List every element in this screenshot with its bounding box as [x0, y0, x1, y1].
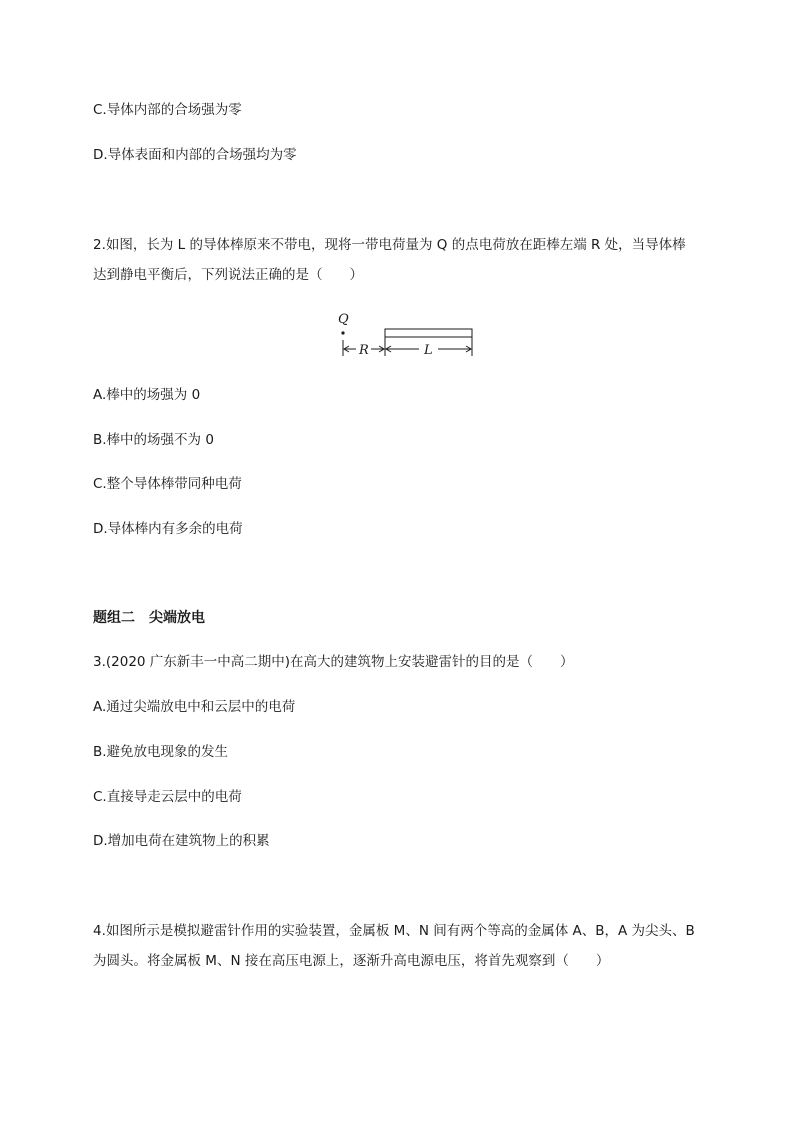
distance-label: R — [359, 343, 369, 358]
question-2-option-a: A.棒中的场强为 0 — [93, 387, 201, 403]
question-3-option-d: D.增加电荷在建筑物上的积累 — [93, 833, 270, 849]
question-3-option-c: C.直接导走云层中的电荷 — [93, 789, 242, 805]
question-1-option-c: C.导体内部的合场强为零 — [93, 102, 242, 118]
question-2-option-d: D.导体棒内有多余的电荷 — [93, 521, 243, 537]
question-3-stem: 3.(2020 广东新丰一中高二期中)在高大的建筑物上安装避雷针的目的是（ ） — [93, 654, 574, 670]
question-4-stem-line-2: 为圆头。将金属板 M、N 接在高压电源上，逐渐升高电源电压，将首先观察到（ ） — [93, 953, 610, 969]
question-2-option-b: B.棒中的场强不为 0 — [93, 432, 214, 448]
charge-label: Q — [338, 312, 349, 327]
question-3-option-b: B.避免放电现象的发生 — [93, 744, 229, 760]
question-2-stem-line-2: 达到静电平衡后，下列说法正确的是（ ） — [93, 267, 363, 283]
question-4-stem-line-1: 4.如图所示是模拟避雷针作用的实验装置，金属板 M、N 间有两个等高的金属体 A、B，A 为尖头、B — [93, 923, 695, 939]
point-charge — [341, 331, 344, 334]
question-1-option-d: D.导体表面和内部的合场强均为零 — [93, 147, 297, 163]
question-2-option-c: C.整个导体棒带同种电荷 — [93, 476, 242, 492]
charge-rod-diagram — [330, 306, 480, 362]
length-label: L — [424, 343, 433, 358]
group-2-heading: 题组二 尖端放电 — [93, 610, 205, 626]
conductor-rod — [385, 329, 472, 337]
question-3-option-a: A.通过尖端放电中和云层中的电荷 — [93, 699, 296, 715]
question-2-stem-line-1: 2.如图，长为 L 的导体棒原来不带电，现将一带电荷量为 Q 的点电荷放在距棒左端 R 处，当导体棒 — [93, 237, 686, 253]
